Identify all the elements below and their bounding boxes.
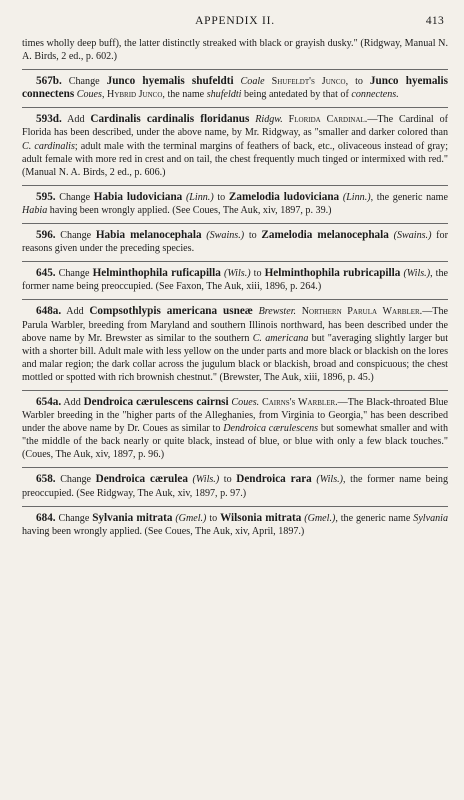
entry-text: having been wrongly applied. (See Coues, The Auk, xiv, 1897, p. 39.) — [49, 204, 332, 216]
entry-number: 567b. — [36, 75, 62, 88]
entry-to: to — [355, 76, 363, 88]
entry-593d — [22, 113, 448, 178]
entry-text: , the generic name — [370, 191, 448, 203]
species-authority-to: (Gmel.) — [304, 512, 336, 524]
running-title: APPENDIX II. — [195, 15, 275, 27]
entry-text: , the generic name — [335, 512, 411, 524]
common-name-from: Shufeldt's Junco, — [271, 76, 349, 88]
species-authority-from: (Gmel.) — [175, 512, 207, 524]
entry-action: Add — [66, 306, 84, 318]
entry-number: 596. — [36, 229, 56, 242]
entry-number: 684. — [36, 511, 56, 524]
common-name: Cairns's Warbler. — [261, 396, 338, 408]
entry-number: 658. — [36, 473, 56, 486]
entry-italic: Sylvania — [413, 512, 449, 524]
entry-action: Change — [68, 76, 100, 88]
entry-text: ; adult male with the terminal margins of feathers of back, etc., olivaceous instead of gray; adult female with more red in crest and on tail, the chest frequently much tinged or intermixed with red." (Manual N. A. Birds, 2 ed., p. 606.) — [22, 140, 449, 178]
common-name-to: Hybrid Junco, — [107, 89, 165, 101]
entry-658 — [22, 473, 448, 499]
entry-to: to — [223, 474, 232, 486]
divider — [22, 467, 448, 468]
species-authority-to: (Linn.) — [342, 191, 371, 203]
species-name-from: Habia ludoviciana — [93, 190, 183, 203]
entry-number: 595. — [36, 190, 56, 203]
entry-number: 645. — [36, 267, 56, 280]
entry-text: being antedated by that of — [244, 89, 349, 101]
entry-number: 654a. — [36, 395, 62, 408]
entry-italic: shufeldti — [206, 89, 242, 101]
species-authority: Brewster. — [258, 306, 297, 318]
species-name: Cardinalis cardinalis floridanus — [90, 113, 250, 126]
divider — [22, 107, 448, 108]
divider — [22, 506, 448, 507]
entry-continuation — [22, 37, 448, 63]
species-authority-from: Coale — [240, 76, 265, 88]
entry-text: but "averaging slightly larger but with a shorter bill. Adult male with less yellow on the under parts and more black or blackish on the lores and malar region; the dark collar across the jugulum black or blackish, broad and conspicuous; the chest mottled or spotted with rich brownish chestnut." (Brewster, The Auk, xiii, 1896, p. 45.) — [22, 332, 449, 383]
entry-text: —The Black-throated Blue Warbler breeding in the "higher parts of the Alleghanies, from Virginia to Georgia," has been described under the above name by Dr. Coues as similar to — [22, 396, 449, 435]
entry-596 — [22, 229, 448, 255]
entry-text: having been wrongly applied. (See Coues, The Auk, xiv, April, 1897.) — [22, 525, 305, 537]
entry-text: —The Cardinal of Florida has been described, under the above name, by Mr. Ridgway, as "smaller and darker colored than — [22, 114, 448, 139]
species-name-to: Junco hyemalis connectens — [22, 75, 449, 101]
entry-italic: C. cardinalis — [22, 140, 75, 152]
species-name-to: Wilsonia mitrata — [220, 511, 302, 524]
species-name-from: Habia melanocephala — [95, 229, 202, 242]
species-authority-to: Coues — [76, 89, 102, 101]
entry-italic: C. americana — [252, 332, 309, 344]
page-number: 413 — [425, 15, 444, 27]
entry-text: , the former name being preoccupied. (See Ridgway, The Auk, xiv, 1897, p. 97.) — [22, 474, 449, 499]
entry-to: to — [209, 512, 218, 524]
entry-text: , the former name being preoccupied. (See Faxon, The Auk, xiii, 1896, p. 264.) — [22, 268, 449, 293]
species-name: Compsothlypis americana usneæ — [89, 305, 253, 318]
divider — [22, 185, 448, 186]
species-name-to: Zamelodia melanocephala — [261, 229, 389, 242]
species-authority-from: (Wils.) — [192, 474, 220, 486]
species-authority: Ridgw. — [255, 114, 283, 126]
entry-action: Change — [59, 191, 91, 203]
entry-to: to — [217, 191, 226, 203]
species-authority-to: (Swains.) — [393, 230, 432, 242]
entry-action: Change — [58, 268, 90, 280]
species-name-to: Zamelodia ludoviciana — [228, 190, 340, 203]
species-authority-from: (Wils.) — [223, 268, 251, 280]
entry-684 — [22, 512, 448, 538]
entry-648a — [22, 305, 448, 384]
common-name: Northern Parula Warbler. — [301, 306, 423, 318]
entry-text: for reasons given under the preceding species. — [22, 230, 448, 255]
species-authority-from: (Swains.) — [206, 230, 245, 242]
species-name-from: Dendroica cærulea — [95, 473, 188, 486]
entry-to: to — [253, 268, 262, 280]
entry-italic: Dendroica cærulescens — [223, 423, 319, 435]
entry-action: Add — [63, 396, 81, 408]
species-authority-to: (Wils.) — [403, 268, 431, 280]
entry-to: to — [248, 230, 257, 242]
entry-645 — [22, 267, 448, 293]
entry-text: the name — [167, 89, 205, 101]
species-name-from: Helminthophila ruficapilla — [92, 267, 221, 280]
entry-action: Add — [67, 114, 85, 126]
entry-italic: connectens. — [351, 89, 399, 101]
species-name: Dendroica cærulescens cairnsi — [83, 395, 229, 408]
entry-number: 593d. — [36, 113, 62, 126]
species-name-to: Helminthophila rubricapilla — [264, 267, 401, 280]
entry-italic: Habia — [22, 204, 48, 216]
entry-567b: 567b. Change Junco hyemalis shufeldti Coale Shufeldt's Junco, to Junco hyemalis connectens Coues, Hybrid Junco, the name shufeldti being antedated by that of connectens. — [22, 75, 449, 101]
entry-text: but somewhat smaller and with "the middle of the back nearly or quite black, instead of blue, or blue with only a few black touches." (Coues, The Auk, xiv, 1897, p. 96.) — [22, 423, 449, 461]
divider — [22, 69, 448, 70]
entry-action: Change — [60, 230, 92, 242]
entry-text: times wholly deep buff), the latter distinctly streaked with black or grayish dusky." (Ridgway, Manual N. A. Birds, 2 ed., p. 602.) — [22, 38, 448, 63]
species-authority-from: (Linn.) — [185, 191, 214, 203]
species-name-from: Sylvania mitrata — [92, 511, 173, 524]
species-authority: Coues. — [231, 396, 260, 408]
entry-text: —The Parula Warbler, breeding from Maryland and southern Illinois northward, has been described under the above name by Mr. Brewster as similar to the southern — [22, 306, 448, 344]
common-name: Florida Cardinal. — [288, 114, 368, 126]
entry-number: 648a. — [36, 305, 62, 318]
divider — [22, 261, 448, 262]
entry-action: Change — [60, 474, 92, 486]
page-header — [22, 15, 448, 37]
divider — [22, 390, 448, 391]
entry-action: Change — [58, 512, 90, 524]
divider — [22, 223, 448, 224]
entry-654a — [22, 396, 448, 461]
species-name-to: Dendroica rara — [236, 473, 312, 486]
species-name-from: Junco hyemalis shufeldti — [106, 75, 234, 88]
divider — [22, 299, 448, 300]
entry-595 — [22, 191, 448, 217]
species-authority-to: (Wils.) — [316, 474, 344, 486]
